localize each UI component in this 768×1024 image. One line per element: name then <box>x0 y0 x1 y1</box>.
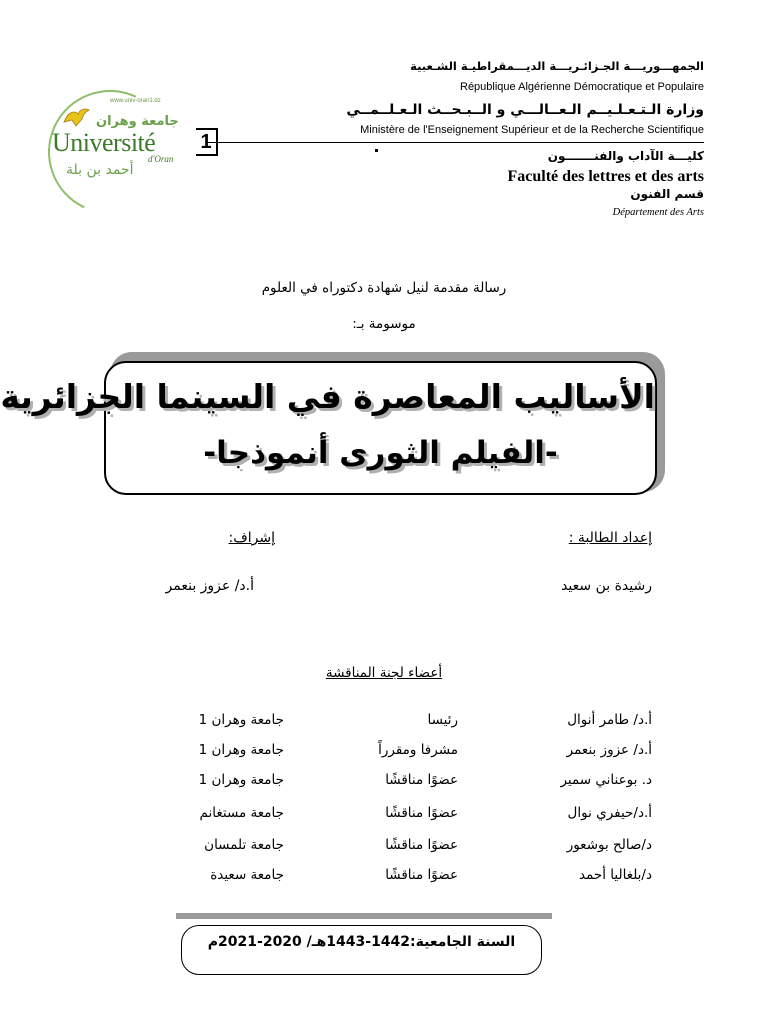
committee-row <box>0 712 768 736</box>
thesis-title: الأساليب المعاصرة في السينما الجزائرية <box>0 377 655 416</box>
member-university: جامعة تلمسان <box>204 837 284 853</box>
member-name: أ.د/ عزوز بنعمر <box>566 742 652 758</box>
member-university: جامعة وهران 1 <box>198 712 284 728</box>
faculty-name-fr: Faculté des lettres et des arts <box>507 168 704 185</box>
committee-row <box>0 772 768 796</box>
member-role: رئيسا <box>427 712 458 728</box>
header-divider <box>207 142 704 143</box>
member-name: د/بلغاليا أحمد <box>579 867 652 883</box>
committee-row <box>0 742 768 766</box>
logo-city: d'Oran <box>148 154 174 164</box>
ministry-name-ar: وزارة الـتـعـلـيــم الـعــالـــي و الــبـحــث الـعـلــمــي <box>346 102 704 118</box>
faculty-name-ar: كليـــة الآداب والفنـــــــون <box>547 149 704 163</box>
committee-row <box>0 837 768 861</box>
committee-row <box>0 867 768 891</box>
titled-label: موسومة بـ: <box>352 316 416 332</box>
supervisor-label: إشراف: <box>228 530 275 546</box>
department-name-ar: قسم الفنون <box>630 187 704 201</box>
republic-name-fr: République Algérienne Démocratique et Populaire <box>460 81 704 93</box>
ministry-name-fr: Ministère de l'Enseignement Supérieur et de la Recherche Scientifique <box>360 124 704 136</box>
student-label: إعداد الطالبة : <box>568 530 652 546</box>
supervisor-name: أ.د/ عزوز بنعمر <box>165 578 254 594</box>
academic-year: السنة الجامعية:1442-1443هـ/ 2020-2021م <box>207 934 516 950</box>
member-name: د. بوعناني سمير <box>560 772 652 788</box>
committee-title: أعضاء لجنة المناقشة <box>325 665 443 681</box>
member-name: أ.د/ طامر أنوال <box>567 712 652 728</box>
member-role: عضوًا مناقشًا <box>385 805 458 821</box>
thesis-subtitle: -الفيلم الثورى أنموذجا- <box>203 435 558 471</box>
eagle-icon <box>62 106 90 128</box>
logo-number: 1 <box>196 128 218 156</box>
student-name: رشيدة بن سعيد <box>561 578 652 594</box>
academic-year-box <box>171 919 552 981</box>
logo-name-ar: جامعة وهران <box>96 114 179 129</box>
department-name-fr: Département des Arts <box>612 207 704 218</box>
year-frame <box>181 925 542 975</box>
logo-website: www.univ-oran1.dz <box>110 98 161 104</box>
committee-row <box>0 805 768 829</box>
header-dot <box>375 149 378 152</box>
member-university: جامعة سعيدة <box>210 867 284 883</box>
member-role: عضوًا مناقشًا <box>385 837 458 853</box>
university-logo <box>44 88 224 178</box>
member-university: جامعة مستغانم <box>199 805 284 821</box>
member-role: عضوًا مناقشًا <box>385 867 458 883</box>
member-role: مشرفا ومقرراً <box>378 742 458 758</box>
member-university: جامعة وهران 1 <box>198 742 284 758</box>
logo-name-fr: Université <box>52 128 156 157</box>
republic-name-ar: الجمهـــوريـــة الجـزائـريـــة الديـــمقراطيـة الشـعبية <box>410 59 704 73</box>
thesis-title-box <box>0 361 657 495</box>
member-university: جامعة وهران 1 <box>198 772 284 788</box>
member-role: عضوًا مناقشًا <box>385 772 458 788</box>
member-name: د/صالح بوشعور <box>566 837 652 853</box>
logo-subtitle-ar: أحمد بن بلة <box>66 162 134 178</box>
member-name: أ.د/حيفري نوال <box>567 805 652 821</box>
thesis-intro: رسالة مقدمة لنيل شهادة دكتوراه في العلوم <box>261 280 507 296</box>
